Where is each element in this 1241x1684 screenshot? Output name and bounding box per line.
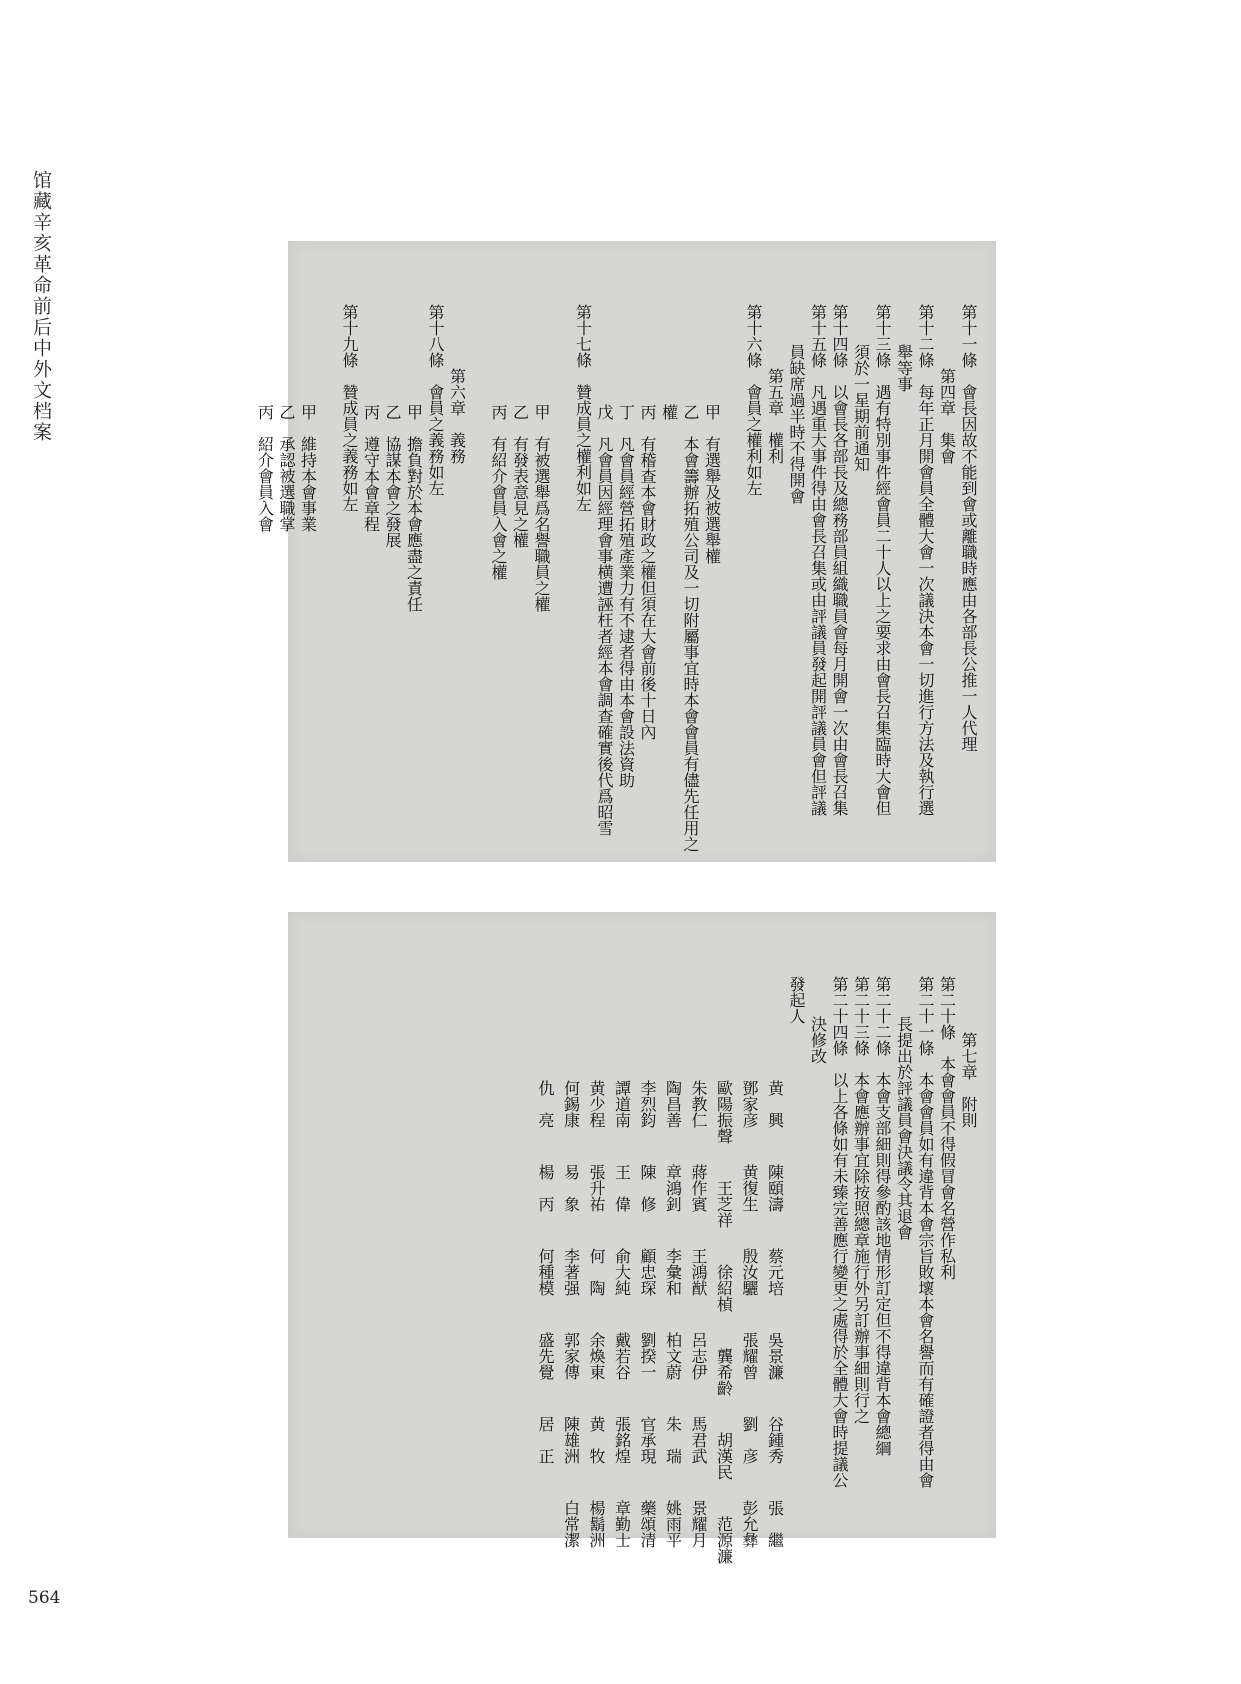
text-column: 第十七條 贊成員之權利如左: [573, 304, 593, 512]
signatory-row: [587, 976, 607, 1548]
signatory-row: [740, 976, 760, 1548]
signatory-name: 官承現: [638, 1416, 657, 1464]
signatory-row: [638, 976, 658, 1548]
text-column: 第十三條 遇有特別事件經會員二十人以上之要求由會長召集臨時大會但: [873, 304, 892, 816]
text-column: 甲 擔負對於本會應盡之責任: [404, 404, 424, 612]
signatory-name: 柏文蔚: [663, 1332, 683, 1380]
signatory-name: 朱教仁: [689, 1080, 708, 1128]
signatory-name: 郭家傳: [561, 1332, 581, 1380]
signatory-name: 何錫康: [561, 1080, 581, 1128]
text-column: 甲 維持本會事業: [298, 404, 318, 532]
signatory-name: 蔡元培: [765, 1248, 785, 1296]
signatory-row: [612, 976, 632, 1548]
scanned-page-bottom: [288, 912, 996, 1564]
signatory-row: [689, 976, 709, 1548]
signatory-name: 陳頤濤: [765, 1164, 785, 1212]
text-column: 決修改: [808, 1016, 828, 1064]
signatory-name: 馬君武: [689, 1416, 708, 1464]
signatory-name: 景耀月: [689, 1500, 708, 1548]
signatory-name: 王鴻猷: [689, 1248, 708, 1296]
text-column: 第二十二條 本會支部細則得參酌該地情形訂定但不得違背本會總綱: [873, 976, 892, 1456]
signatory-name: 歐陽振聲: [714, 1080, 734, 1144]
text-column: 第十一條 會長因故不能到會或離職時應由各部長公推一人代理: [959, 304, 978, 752]
signatory-name: 何 陶: [587, 1248, 606, 1296]
text-column: 第十八條 會員之義務如左: [426, 304, 445, 496]
text-column: 第二十四條 以上各條如有未臻完善應行變更之處得於全體大會時提議公: [830, 976, 849, 1488]
text-column: 權: [659, 404, 679, 420]
signatory-row: [765, 976, 785, 1548]
signatory-row: [714, 976, 734, 1564]
signatory-name: 李著强: [561, 1248, 581, 1296]
signatory-name: 白常潔: [561, 1500, 581, 1548]
signatory-name: 何種模: [536, 1248, 555, 1296]
text-column: 丙 有稽查本會財政之權但須在大會前後十日內: [638, 404, 657, 740]
text-column: 第二十一條 本會會員如有違背本會宗旨敗壞本會名譽而有確證者得由會: [916, 976, 935, 1488]
signatory-name: 陳 修: [638, 1164, 657, 1212]
signatory-name: 徐紹楨: [714, 1264, 734, 1312]
signatory-name: 俞大純: [612, 1248, 632, 1296]
signatory-name: 張 繼: [765, 1500, 785, 1548]
signatory-name: 王芝祥: [714, 1180, 734, 1228]
text-column: 乙 有發表意見之權: [510, 404, 530, 548]
signatory-name: 李彙和: [663, 1248, 683, 1296]
signatory-name: 呂志伊: [689, 1332, 708, 1380]
signatory-name: 仇 亮: [536, 1080, 555, 1128]
signatory-name: 黄 興: [765, 1080, 785, 1128]
signatory-name: 盛先覺: [536, 1332, 555, 1380]
signatory-name: 章鴻釗: [663, 1164, 683, 1212]
signatory-row: [536, 976, 556, 1516]
signatory-name: 姚雨平: [663, 1500, 683, 1548]
signatory-name: 藥頌清: [638, 1500, 657, 1548]
signatory-name: 居 正: [536, 1416, 555, 1464]
signatory-name: 彭允彝: [740, 1500, 759, 1548]
text-column: 丙 有紹介會員入會之權: [489, 404, 508, 580]
signatory-row: [663, 976, 683, 1548]
signatory-name: 鄧家彦: [740, 1080, 759, 1128]
signatory-name: 谷鍾秀: [765, 1416, 785, 1464]
text-column: 乙 協謀本會之發展: [383, 404, 402, 548]
signatory-name: 楊鬍洲: [587, 1500, 606, 1548]
signatory-name: 易 象: [561, 1164, 581, 1212]
signatory-name: 王 偉: [612, 1164, 632, 1212]
signatory-name: 蔣作賓: [689, 1164, 708, 1212]
signatory-name: 譚道南: [612, 1080, 632, 1128]
signatory-name: 陳雄洲: [561, 1416, 581, 1464]
text-column: 第十九條 贊成員之義務如左: [340, 304, 359, 512]
text-column: 發起人: [787, 976, 806, 1024]
text-column: 丙 遵守本會章程: [361, 404, 381, 532]
signatory-name: 龔希齡: [714, 1348, 734, 1396]
signatory-name: 張升祐: [587, 1164, 606, 1212]
text-column: 乙 承認被選職掌: [277, 404, 296, 532]
signatory-name: 黄復生: [740, 1164, 759, 1212]
text-column: 第二十三條 本會應辦事宜除按照總章施行外另訂辦事細則行之: [851, 976, 871, 1424]
signatory-name: 李烈鈞: [638, 1080, 657, 1128]
signatory-name: 吳景濂: [765, 1332, 785, 1380]
signatory-name: 黄少程: [587, 1080, 606, 1128]
signatory-name: 張銘煌: [612, 1416, 632, 1464]
signatory-name: 陶昌善: [663, 1080, 683, 1128]
text-column: 第五章 權利: [765, 368, 785, 464]
signatory-name: 殷汝驪: [740, 1248, 759, 1296]
signatory-name: 劉 彦: [740, 1416, 759, 1464]
text-column: 第四章 集會: [937, 368, 957, 464]
signatory-name: 黄 牧: [587, 1416, 606, 1464]
text-column: 舉等事: [894, 344, 914, 392]
signatory-name: 胡漢民: [714, 1432, 734, 1480]
signatory-name: 戴若谷: [612, 1332, 632, 1380]
text-column: 第十二條 每年正月開會員全體大會一次議決本會一切進行方法及執行選: [916, 304, 935, 816]
signatory-name: 楊 丙: [536, 1164, 555, 1212]
signatory-name: 余煥東: [587, 1332, 606, 1380]
text-column: 第十四條 以會長各部長及總務部員組織職員會每月開會一次由會長召集: [830, 304, 849, 816]
signatory-name: 朱 瑞: [663, 1416, 683, 1464]
scanned-page-top: [255, 241, 996, 862]
scan-1-text: [255, 241, 996, 862]
text-column: 員缺席過半時不得開會: [787, 344, 806, 504]
text-column: 第六章 義務: [447, 368, 467, 464]
text-column: 乙 本會籌辦拓殖公司及一切附屬事宜時本會會員有儘先任用之: [681, 404, 700, 852]
signatory-name: 顧忠琛: [638, 1248, 657, 1296]
side-title: 馆藏辛亥革命前后中外文档案: [30, 170, 52, 443]
text-column: 第十六條 會員之權利如左: [744, 304, 763, 496]
signatory-name: 劉揆一: [638, 1332, 657, 1380]
signatory-name: 范源濂: [714, 1516, 734, 1564]
text-column: 第十五條 凡遇重大事件得由會長召集或由評議員發起開評議員會但評議: [808, 304, 828, 816]
scan-2-text: [288, 912, 996, 1564]
text-column: 第二十條 本會會員不得假冒會名營作私利: [937, 976, 957, 1280]
signatory-name: 章勤士: [612, 1500, 632, 1548]
text-column: 甲 有選舉及被選舉權: [702, 404, 722, 564]
text-column: 戊 凡會員因經理會事横遭誣枉者經本會調查確實後代爲昭雪: [595, 404, 614, 836]
page-number: 564: [28, 1588, 61, 1608]
text-column: 須於一星期前通知: [851, 344, 871, 472]
signatory-name: 張耀曾: [740, 1332, 759, 1380]
text-column: 第七章 附則: [959, 1032, 978, 1128]
text-column: 長提出於評議員會決議令其退會: [894, 1016, 914, 1240]
text-column: 甲 有被選舉爲名譽職員之權: [532, 404, 551, 612]
text-column: 丁 凡會員經營拓殖產業力有不逮者得由本會設法資助: [616, 404, 636, 788]
signatory-row: [561, 976, 581, 1548]
text-column: 丙 紹介會員入會: [255, 404, 275, 532]
